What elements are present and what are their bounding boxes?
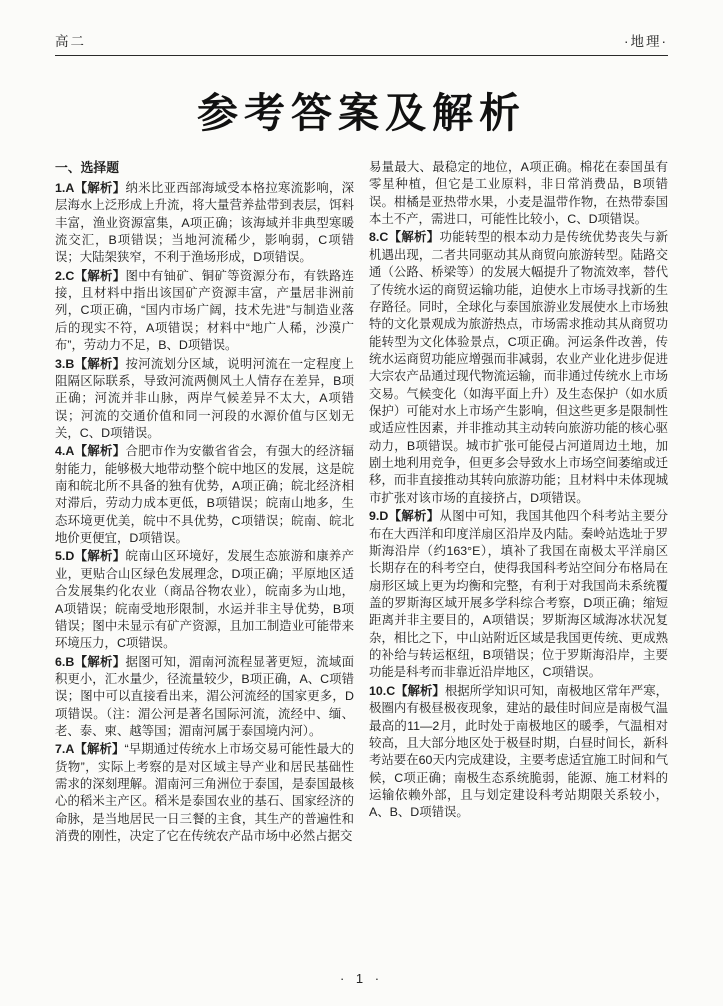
section-heading-choice-questions: 一、选择题 bbox=[55, 160, 119, 175]
analysis-tag: 【解析】 bbox=[395, 683, 445, 698]
answer-item bbox=[369, 508, 668, 682]
answer-number: 3.B bbox=[55, 356, 75, 371]
analysis-tag: 【解析】 bbox=[74, 356, 126, 371]
continuation-paragraph: 易量最大、最稳定的地位，A项正确。棉花在泰国虽有零星种植，但它是工业原料，非日常消费品，B项错误。柑橘是亚热带水果，小麦是温带作物，在热带泰国本土不产，需进口，可能性比较小，C、D项错误。 bbox=[369, 160, 668, 227]
answer-number: 2.C bbox=[55, 268, 75, 283]
answer-item bbox=[55, 268, 354, 355]
answer-body: 从图中可知，我国其他四个科考站主要分布在大西洋和印度洋扇区沿岸及内陆。秦岭站选址于罗斯海沿岸（约163°E），填补了我国在南极太平洋扇区长期存在的科考空白，使得我国科考站空间分布格局在扇形区域上更为均衡和完整，有利于对我国尚未系统覆盖的罗斯海区域开展多学科综合考察，D项正确；缩短距离并非主要目的，A项错误；罗斯海区域海冰状况复杂，相比之下，中山站附近区域是我国更传统、更成熟的补给与转运枢纽，B项错误；位于罗斯海沿岸，主要功能是科考而非靠近沿岸地区，C项错误。 bbox=[369, 509, 669, 680]
answer-body: 合肥市作为安徽省省会，有强大的经济辐射能力，能够极大地带动整个皖中地区的发展，这是皖南和皖北所不具备的独有优势，A项正确；皖北经济相对滞后，劳动力成本更低，B项错误；皖南山地多，生态环境更优美，皖中不具优势，C项错误；皖南、皖北地价更便宜，D项错误。 bbox=[55, 444, 355, 546]
header-grade-label: 高二 bbox=[55, 34, 86, 49]
answer-item bbox=[55, 180, 354, 267]
answer-item bbox=[369, 229, 668, 507]
analysis-tag: 【解析】 bbox=[74, 742, 125, 757]
answer-item bbox=[55, 356, 354, 443]
answer-item bbox=[55, 654, 354, 741]
answer-number: 10.C bbox=[369, 683, 396, 698]
answer-body: 图中有铀矿、铜矿等资源分布，有铁路连接，且材料中指出该国矿产资源丰富，产量居非洲前列，C项正确，“国内市场广阔，技术先进”与制造业落后的现实不符，A项错误；材料中“地广人稀，沙漠广布”，劳动力不足，B、D项错误。 bbox=[55, 268, 355, 353]
answer-item bbox=[55, 548, 354, 652]
analysis-tag: 【解析】 bbox=[74, 268, 126, 283]
analysis-tag: 【解析】 bbox=[74, 549, 126, 564]
analysis-tag: 【解析】 bbox=[74, 444, 126, 459]
page-number: · 1 · bbox=[339, 971, 384, 986]
answer-item bbox=[369, 683, 668, 822]
answer-number: 8.C bbox=[369, 230, 389, 245]
page-header bbox=[55, 30, 668, 56]
answer-columns bbox=[55, 159, 668, 847]
analysis-tag: 【解析】 bbox=[74, 180, 126, 195]
answer-item bbox=[55, 443, 354, 547]
answer-body: “早期通过传统水上市场交易可能性最大的货物”，实际上考察的是对区域主导产业和居民基础性需求的深刻理解。湄南河三角洲位于泰国，是泰国最核心的稻米主产区。稻米是泰国农业的基石、国家经济的命脉，是当地居民一日三餐的主食，其生产的普遍性和消费的刚性，决定了它在传统农产品市场中必然占据交 bbox=[55, 742, 354, 844]
answer-number: 4.A bbox=[55, 444, 75, 459]
analysis-tag: 【解析】 bbox=[388, 230, 440, 245]
answer-number: 7.A bbox=[55, 742, 75, 757]
answer-body: 据图可知，湄南河流程显著更短，流域面积更小，汇水量少，径流量较少，B项正确，A、C项错误；图中可以直接看出来，湄公河流经的国家更多，D项错误。（注：湄公河是著名国际河流，流经中、缅、老、泰、柬、越等国；湄南河属于泰国境内河）。 bbox=[55, 654, 355, 739]
answer-body: 按河流划分区域，说明河流在一定程度上阻隔区际联系，导致河流两侧风土人情存在差异，B项正确；河流并非山脉，两岸气候差异不太大，A项错误；河流的交通价值和同一河段的水源价值与区划无关，C、D项错误。 bbox=[55, 356, 355, 440]
answer-body: 功能转型的根本动力是传统优势丧失与新机遇出现，二者共同驱动其从商贸向旅游转型。陆路交通（公路、桥梁等）的发展大幅提升了物流效率，替代了传统水运的商贸运输功能，迫使水上市场寻找新的生存路径。同时，全球化与泰国旅游业发展使水上市场独特的文化景观成为旅游热点，市场需求推动其从商贸功能转型为文化体验景点，C项正确。河运条件改善，传统水运商贸功能应增强而非减弱，农业产业化进步促进大宗农产品通过现代物流运输，而非通过传统水上市场交易。气候变化（如海平面上升）及生态保护（如水质保护）可能对水上市场产生影响，但这些更多是限制性或适应性因素，并非推动其主动转向旅游功能的核心驱动力，B项错误。城市扩张可能侵占河道周边土地，加剧土地利用竞争，但更多会导致水上市场空间萎缩或迁移，而非直接推动其转向旅游功能；且材料中未体现城市扩张对该市场的直接挤占，D项错误。 bbox=[369, 230, 669, 505]
header-subject-label: ·地理· bbox=[624, 34, 668, 49]
answer-number: 9.D bbox=[369, 509, 389, 524]
answer-number: 6.B bbox=[55, 654, 75, 669]
answer-number: 5.D bbox=[55, 549, 75, 564]
answer-item bbox=[55, 741, 354, 845]
page-title: 参考答案及解析 bbox=[197, 90, 526, 136]
analysis-tag: 【解析】 bbox=[74, 654, 126, 669]
answer-body: 根据所学知识可知，南极地区常年严寒，极圈内有极昼极夜现象，建站的最佳时间应是南极气温最高的11—2月，此时处于南极地区的暖季，气温相对较高，且大部分地区处于极昼时期，白昼时间长，新科考站要在60天内完成建设，主要考虑适宜施工时间和气候，C项正确；南极生态系统脆弱，能源、施工材料的运输依赖外部，且与划定建设科考站期限关系较小，A、B、D项错误。 bbox=[369, 683, 669, 820]
answer-body: 纳米比亚西部海域受本格拉寒流影响，深层海水上泛形成上升流，将大量营养盐带到表层，饵料丰富，渔业资源富集，A项正确；该海域并非典型寒暖流交汇，B项错误；当地河流稀少，影响弱，C项错误；大陆架狭窄，不利于渔场形成，D项错误。 bbox=[55, 180, 355, 265]
right-column bbox=[369, 159, 668, 847]
answer-number: 1.A bbox=[55, 180, 75, 195]
analysis-tag: 【解析】 bbox=[388, 509, 440, 524]
left-column bbox=[55, 159, 354, 847]
answer-body: 皖南山区环境好，发展生态旅游和康养产业，更贴合山区绿色发展理念，D项正确；平原地区适合发展集约化农业（商品谷物农业），皖南多为山地，A项错误；皖南受地形限制，水运并非主导优势，B项错误；图中未显示有矿产资源，且加工制造业可能带来环境压力，C项错误。 bbox=[55, 549, 355, 651]
